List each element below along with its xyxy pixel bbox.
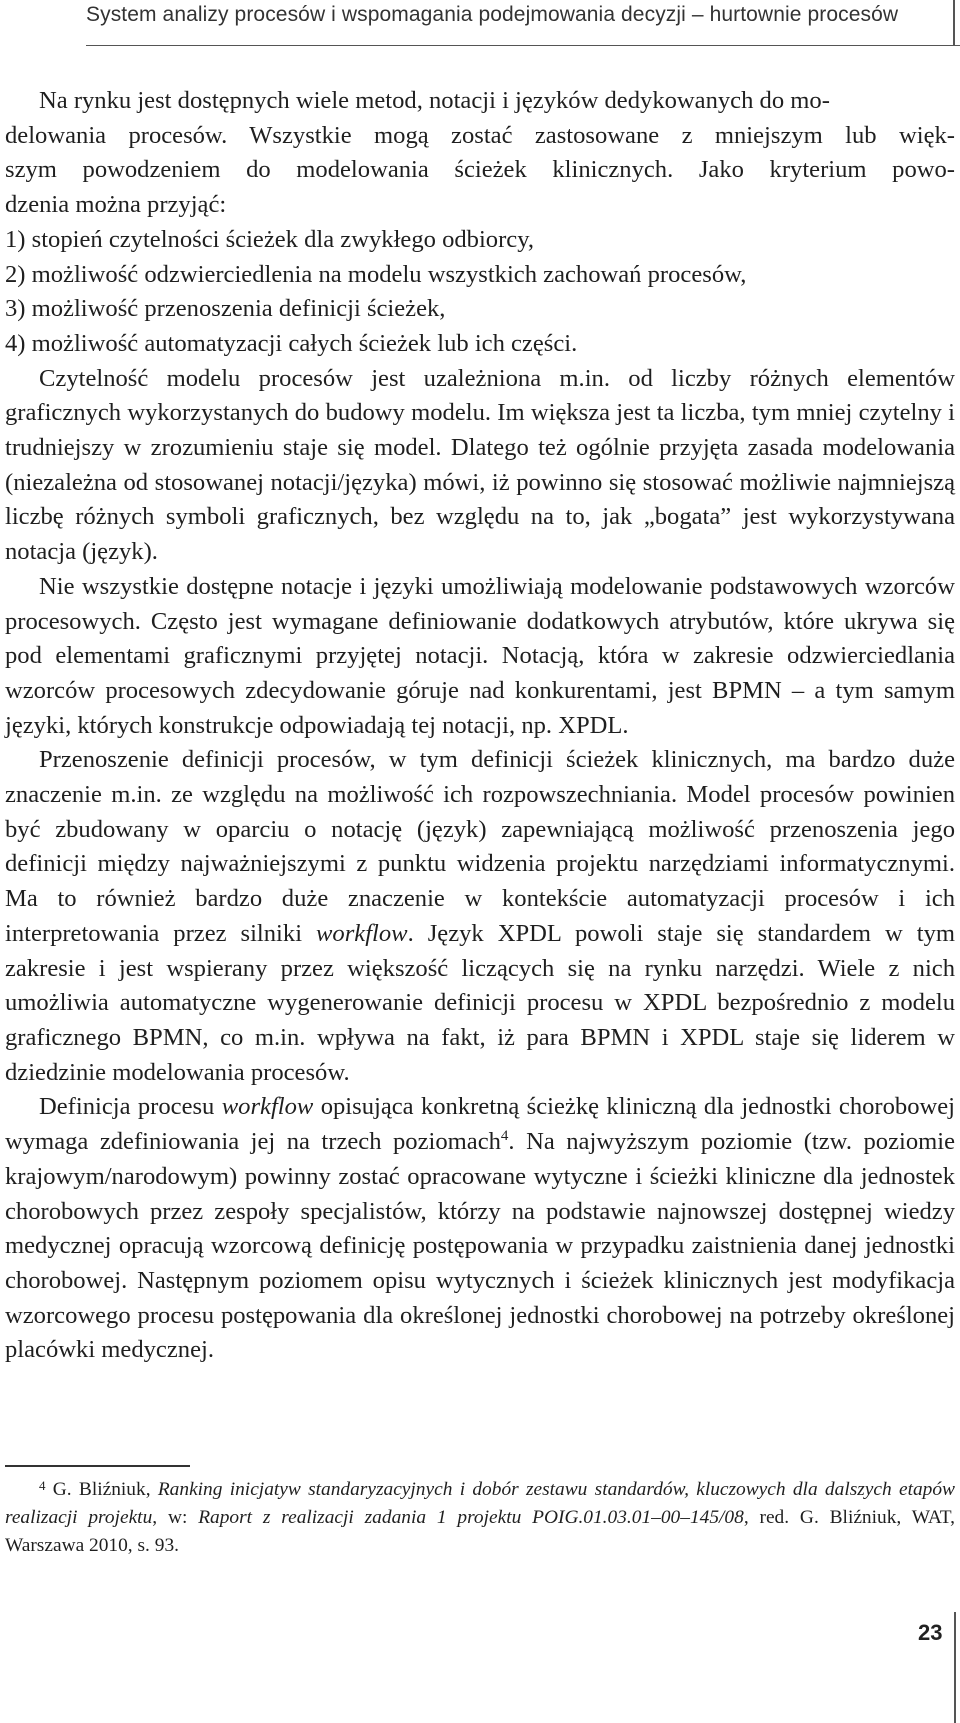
footnote-number: 4 <box>39 1478 46 1493</box>
definition-text-a: Definicja procesu <box>39 1093 222 1121</box>
footnote-divider <box>5 1465 190 1467</box>
criteria-item-2: 2) możliwość odzwierciedlenia na modelu wszystkich zachowań procesów, <box>5 260 747 288</box>
intro-line-2: delowania procesów. Wszystkie mogą zostać zastosowane z mniejszym lub więk- <box>5 121 955 149</box>
paragraph-definition <box>5 1090 955 1368</box>
intro-line-3: szym powodzeniem do modelowania ścieżek klinicznych. Jako kryterium powo- <box>5 156 955 184</box>
page-number: 23 <box>918 1620 943 1645</box>
intro-line-1: Na rynku jest dostępnych wiele metod, notacji i języków dedykowanych do mo- <box>39 87 830 114</box>
running-title: System analizy procesów i wspomagania podejmowania decyzji – hurtownie procesów <box>86 3 899 26</box>
footnote-reference[interactable]: 4 <box>500 1128 509 1145</box>
intro-line-4: dzenia można przyjąć: <box>5 191 227 219</box>
footnote-title: Ranking inicjatyw standaryzacyjnych i dobór zestawu standardów, kluczowych dla dalszych etapów realizacji projektu <box>5 1479 955 1528</box>
transfer-workflow-term: workflow <box>316 919 408 947</box>
running-header <box>86 0 960 46</box>
definition-text-c: . Na najwyższym poziomie (tzw. poziomie krajowym/narodowym) powinny zostać opracowane wytyczne i ścieżki kliniczne dla jednostek chorobowych przez zespoły specjalistów, którzy na podstawie najnowszej dostępnej wiedzy medycznej opracują wzorcową definicję postępowania w przypadku zaistnienia danej jednostki chorobowej. Następnym poziomem opisu wytycznych i ścieżek klinicznych jest modyfikacja wzorcowego procesu postępowania dla określonej jednostki chorobowej na potrzeby określonej placówki medycznej. <box>5 1128 955 1364</box>
criteria-item-1: 1) stopień czytelności ścieżek dla zwykłego odbiorcy, <box>5 225 535 253</box>
footnote <box>5 1476 955 1560</box>
header-divider <box>953 0 955 46</box>
transfer-text-b: . Język XPDL powoli staje się standardem w tym zakresie i jest wspierany przez większość liczących się na rynku narzędzi. Wiele z nich umożliwia automatyczne wygenerowanie definicji procesu w XPDL bezpośrednio z modelu graficznego BPMN, co m.in. wpływa na fakt, iż para BPMN i XPDL staje się liderem w dziedzinie modelowania procesów. <box>5 919 956 1086</box>
footnote-source: Raport z realizacji zadania 1 projektu POIG.01.03.01–00–145/08 <box>198 1507 744 1528</box>
paragraph-notations: Nie wszystkie dostępne notacje i języki umożliwiają modelowanie podstawowych wzorców procesowych. Często jest wymagane definiowanie dodatkowych atrybutów, które ukrywa się pod elementami graficznymi przyjętej notacji. Notacją, która w zakresie odzwierciedlania wzorców procesowych zdecydowanie góruje nad konkurentami, jest BPMN – a tym samym języki, których konstrukcje odpowiadają tej notacji, np. XPDL. <box>5 572 955 739</box>
footnote-tail: , red. G. Bliźniuk, WAT, Warszawa 2010, s. 93. <box>5 1507 955 1556</box>
main-text <box>5 84 955 1368</box>
footnote-author: G. Bliźniuk, <box>45 1479 158 1500</box>
paragraph-transfer <box>5 743 955 1090</box>
footnote-mid: , w: <box>152 1507 199 1528</box>
definition-workflow-term: workflow <box>221 1093 314 1121</box>
criteria-item-3: 3) możliwość przenoszenia definicji ścieżek, <box>5 295 446 323</box>
transfer-text-a: Przenoszenie definicji procesów, w tym definicji ścieżek klinicznych, ma bardzo duże znaczenie m.in. ze względu na możliwość ich rozpowszechniania. Model procesów powinien być zbudowany w oparciu o notację (język) zapewniającą możliwość przenoszenia jego definicji między najważniejszymi z punktu widzenia projektu narzędziami informatycznymi. Ma to również bardzo duże znaczenie w kontekście automatyzacji procesów i ich interpretowania przez silniki <box>5 746 955 947</box>
paragraph-readability: Czytelność modelu procesów jest uzależniona m.in. od liczby różnych elementów graficznych wykorzystanych do budowy modelu. Im większa jest ta liczba, tym mniej czytelny i trudniejszy w zrozumieniu staje się model. Dlatego też ogólnie przyjęta zasada modelowania (niezależna od stosowanej notacji/języka) mówi, iż powinno się stosować możliwie najmniejszą liczbę różnych symboli graficznych, bez względu na to, jak „bogata” jest wykorzystywana notacja (język). <box>5 364 955 566</box>
page-number-divider <box>954 1612 956 1723</box>
definition-text-b: opisująca konkretną ścieżkę kliniczną dla jednostki chorobowej wymaga zdefiniowania jej na trzech poziomach <box>5 1093 956 1156</box>
criteria-item-4: 4) możliwość automatyzacji całych ścieżek lub ich części. <box>5 329 578 357</box>
paragraph-intro <box>5 84 955 223</box>
